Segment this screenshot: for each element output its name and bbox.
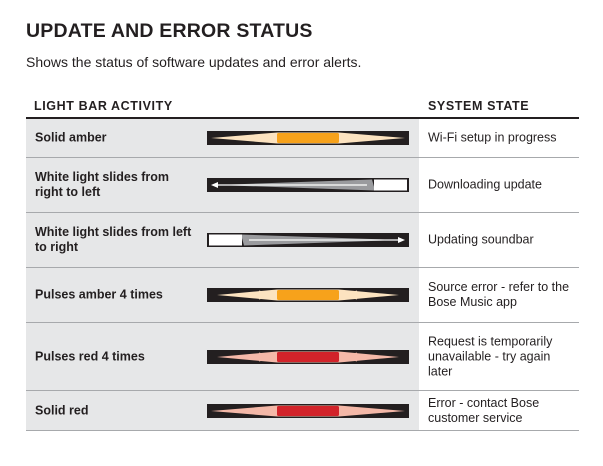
system-state-label: Updating soundbar <box>428 232 534 247</box>
activity-cell <box>26 213 419 267</box>
table-row-pulses-red <box>26 323 579 391</box>
activity-label: Pulses red 4 times <box>35 349 145 363</box>
light-bar-white-slide-right-icon <box>207 233 409 247</box>
column-header-system-state: SYSTEM STATE <box>428 99 530 113</box>
light-bar-amber-pulse-icon <box>207 288 409 302</box>
activity-cell <box>26 323 419 390</box>
system-state-label: Error - contact Bose customer service <box>428 395 540 425</box>
system-state-label: Downloading update <box>428 177 542 192</box>
table-row-slide-right-to-left <box>26 158 579 213</box>
system-state-label: Request is temporarily unavailable - try again later <box>428 334 553 378</box>
light-bar-red-pulse-icon <box>207 350 409 364</box>
light-bar-white-slide-left-icon <box>207 178 409 192</box>
activity-label: White light slides from right to left <box>35 170 170 199</box>
light-bar-red-solid-icon <box>207 404 409 418</box>
light-bar-amber-solid-icon <box>207 131 409 145</box>
page-subtitle: Shows the status of software updates and error alerts. <box>26 54 362 70</box>
table-row-solid-amber <box>26 119 579 158</box>
table-row-solid-red <box>26 391 579 431</box>
column-header-light-bar-activity: LIGHT BAR ACTIVITY <box>34 99 173 113</box>
activity-cell <box>26 391 419 430</box>
activity-label: Solid amber <box>35 130 107 145</box>
page-title: UPDATE AND ERROR STATUS <box>26 20 313 42</box>
activity-label: White light slides from left to right <box>35 225 192 254</box>
activity-cell <box>26 119 419 157</box>
table-row-pulses-amber <box>26 268 579 323</box>
activity-cell <box>26 158 419 212</box>
system-state-label: Source error - refer to the Bose Music app <box>428 280 570 309</box>
activity-label: Pulses amber 4 times <box>35 287 163 302</box>
system-state-label: Wi-Fi setup in progress <box>428 130 557 145</box>
activity-cell <box>26 268 419 322</box>
activity-label: Solid red <box>35 403 89 417</box>
table-row-slide-left-to-right <box>26 213 579 268</box>
